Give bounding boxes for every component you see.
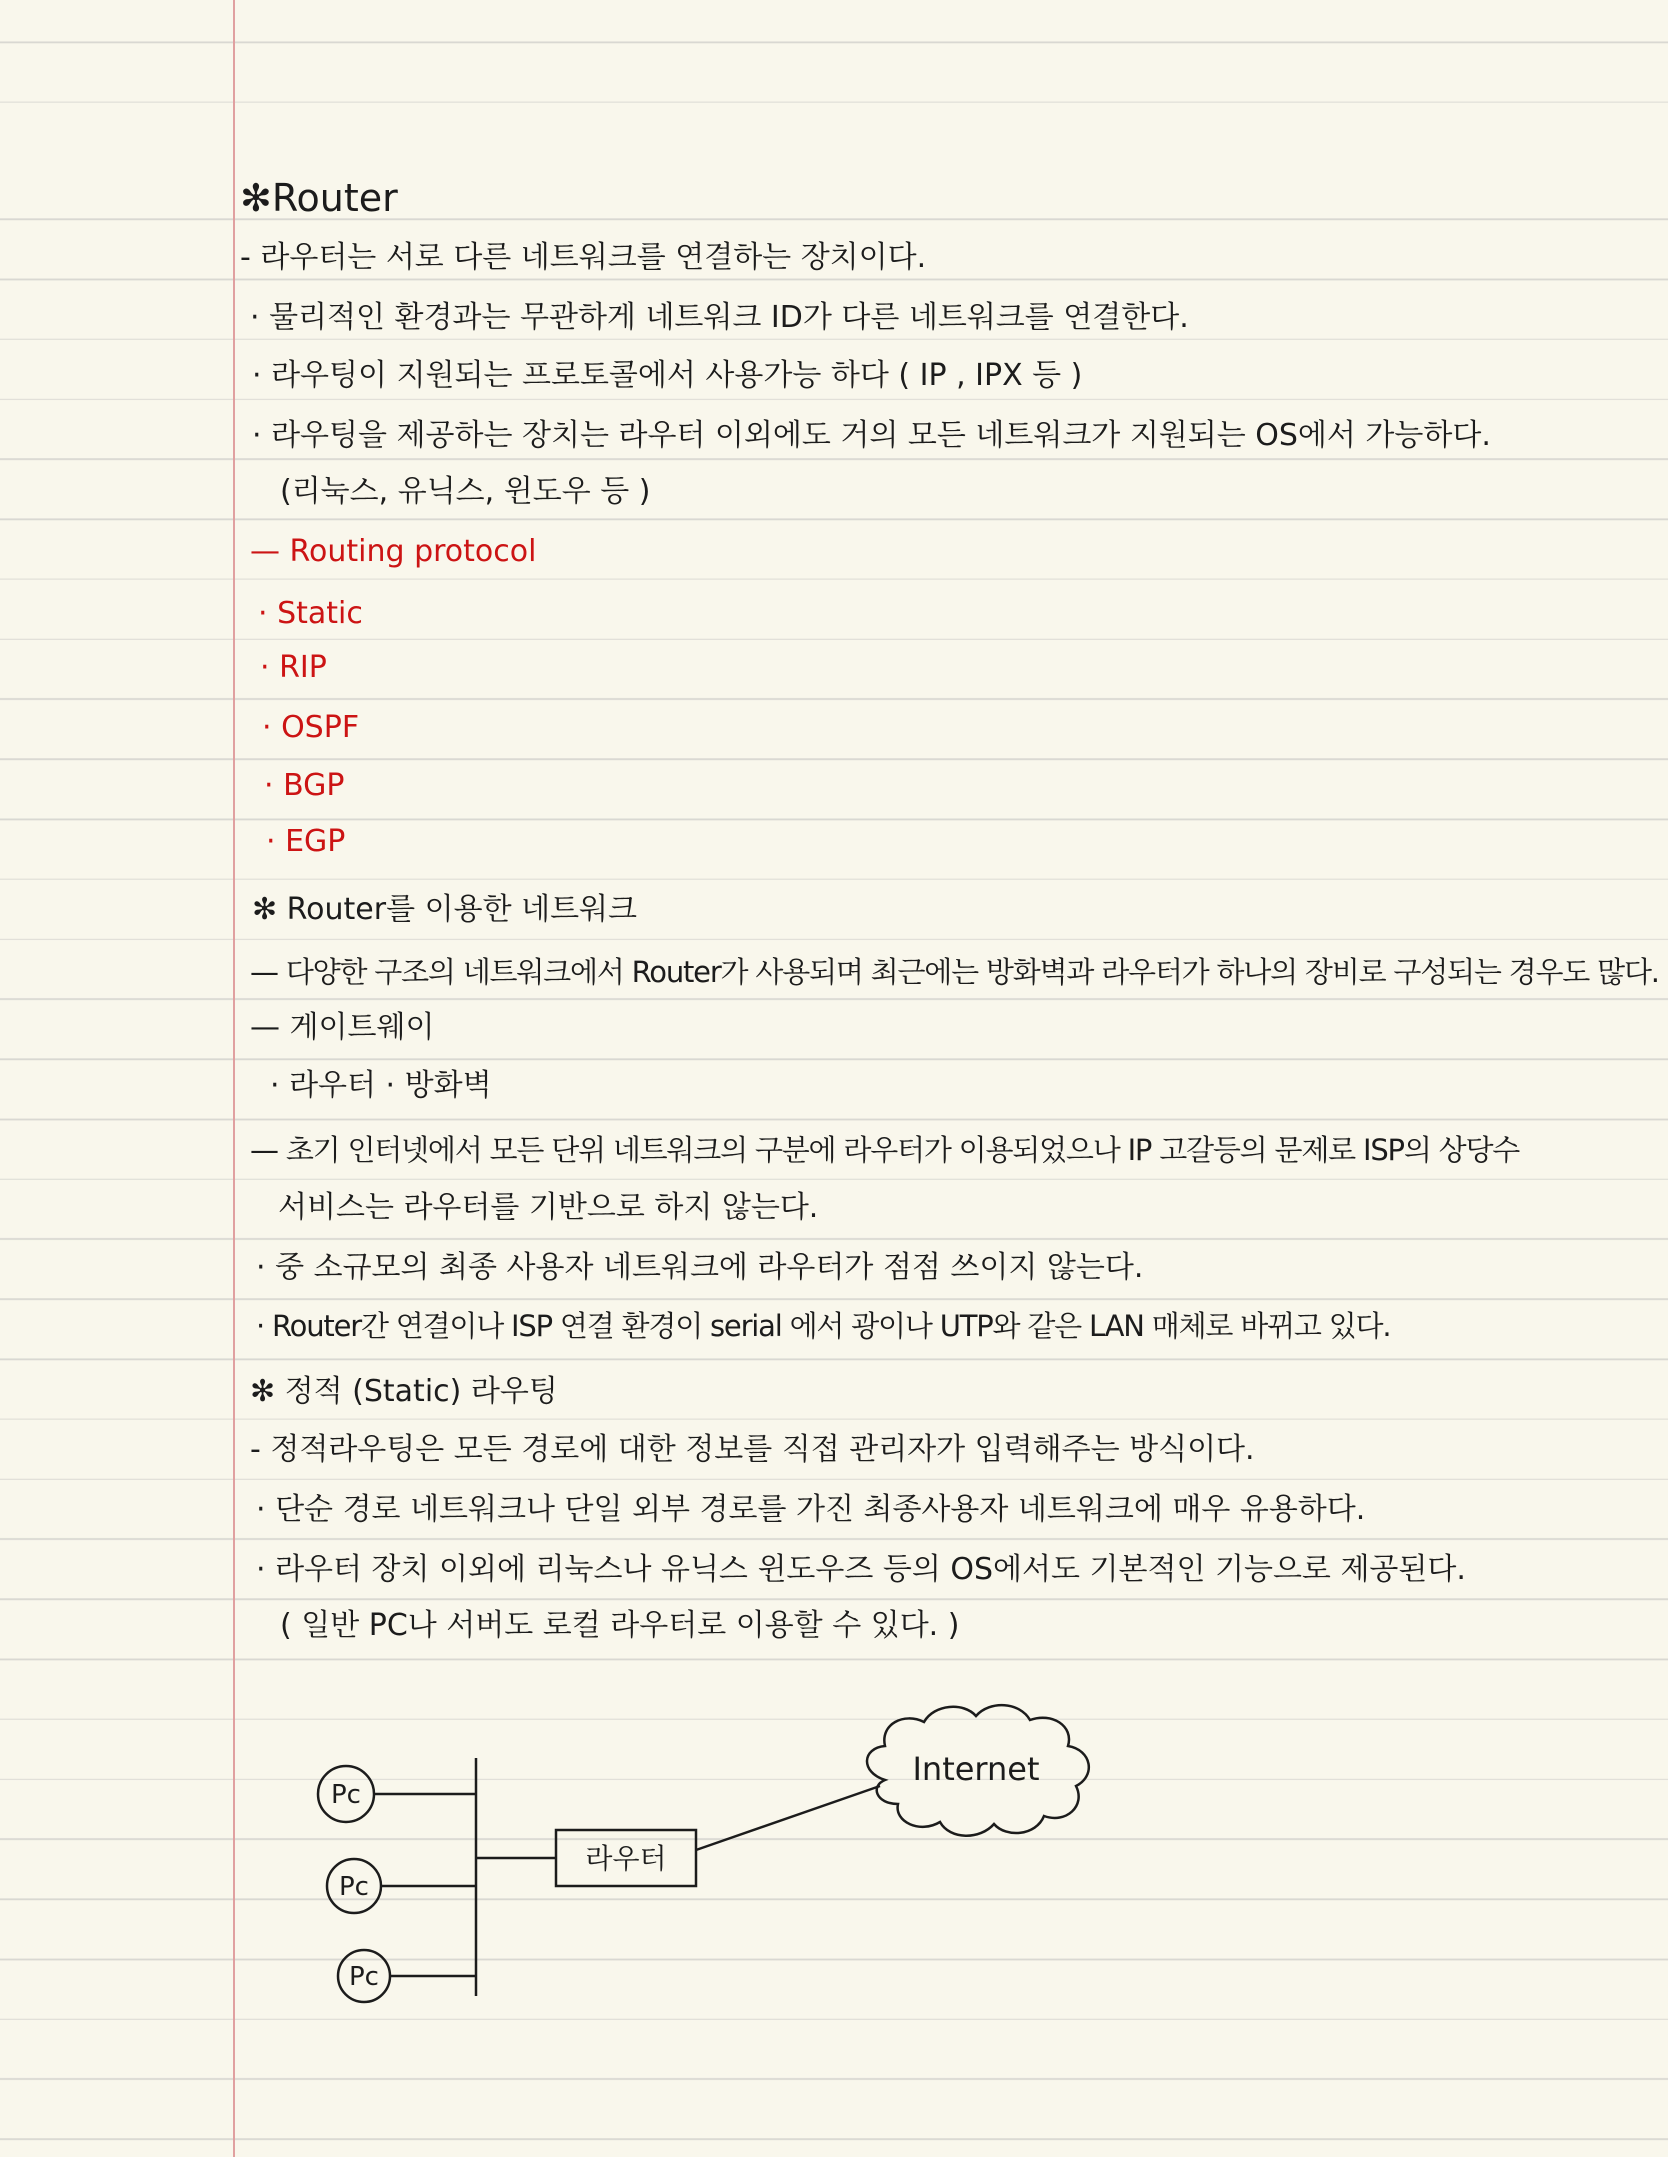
internet-bullet-1: — 초기 인터넷에서 모든 단위 네트워크의 구분에 라우터가 이용되었으나 IP 고갈등의 문제로 ISP의 상당수 xyxy=(250,1133,1520,1167)
router-definition: - 라우터는 서로 다른 네트워크를 연결하는 장치이다. xyxy=(240,240,927,275)
internet-bullet-1-continued: 서비스는 라우터를 기반으로 하지 않는다. xyxy=(278,1190,819,1225)
pc-3-label: Pc xyxy=(349,1962,379,1992)
router-network-bullet-1: — 다양한 구조의 네트워크에서 Router가 사용되며 최근에는 방화벽과 라우터가 하나의 장비로 구성되는 경우도 많다. xyxy=(250,955,1659,989)
protocol-rip: · RIP xyxy=(260,650,327,685)
static-routing-title: ✻ 정적 (Static) 라우팅 xyxy=(250,1374,558,1409)
internet-bullet-2: · 중 소규모의 최종 사용자 네트워크에 라우터가 점점 쓰이지 않는다. xyxy=(256,1250,1144,1285)
protocol-ospf: · OSPF xyxy=(262,710,360,745)
router-bullet-3-continued: (리눅스, 유닉스, 윈도우 등 ) xyxy=(280,474,651,509)
gateway-heading: — 게이트웨이 xyxy=(250,1010,435,1045)
router-bullet-3: · 라우팅을 제공하는 장치는 라우터 이외에도 거의 모든 네트워크가 지원되는 OS에서 가능하다. xyxy=(252,418,1491,453)
protocol-egp: · EGP xyxy=(266,824,346,859)
gateway-items: · 라우터 · 방화벽 xyxy=(270,1068,492,1103)
static-bullet-2: · 단순 경로 네트워크나 단일 외부 경로를 가진 최종사용자 네트워크에 매우 유용하다. xyxy=(256,1492,1366,1527)
internet-label: Internet xyxy=(912,1750,1040,1788)
static-bullet-3: · 라우터 장치 이외에 리눅스나 유닉스 윈도우즈 등의 OS에서도 기본적인 기능으로 제공된다. xyxy=(256,1552,1466,1587)
router-network-title: ✻ Router를 이용한 네트워크 xyxy=(252,892,638,927)
network-diagram xyxy=(300,1690,1120,2020)
protocol-bgp: · BGP xyxy=(264,768,345,803)
internet-link xyxy=(696,1786,880,1850)
router-title: ✻Router xyxy=(240,176,398,220)
pc-1-label: Pc xyxy=(331,1780,361,1810)
pc-2-label: Pc xyxy=(339,1872,369,1902)
router-bullet-2: · 라우팅이 지원되는 프로토콜에서 사용가능 하다 ( IP , IPX 등 ) xyxy=(252,358,1083,393)
protocol-static: · Static xyxy=(258,596,363,631)
internet-bullet-3: · Router간 연결이나 ISP 연결 환경이 serial 에서 광이나 UTP와 같은 LAN 매체로 바뀌고 있다. xyxy=(256,1309,1391,1343)
static-bullet-3-continued: ( 일반 PC나 서버도 로컬 라우터로 이용할 수 있다. ) xyxy=(280,1608,960,1643)
routing-protocol-heading: — Routing protocol xyxy=(250,534,537,569)
margin-line xyxy=(233,0,235,2157)
router-label: 라우터 xyxy=(585,1842,667,1875)
router-bullet-1: · 물리적인 환경과는 무관하게 네트워크 ID가 다른 네트워크를 연결한다. xyxy=(250,300,1189,335)
static-bullet-1: - 정적라우팅은 모든 경로에 대한 정보를 직접 관리자가 입력해주는 방식이다. xyxy=(250,1432,1255,1467)
